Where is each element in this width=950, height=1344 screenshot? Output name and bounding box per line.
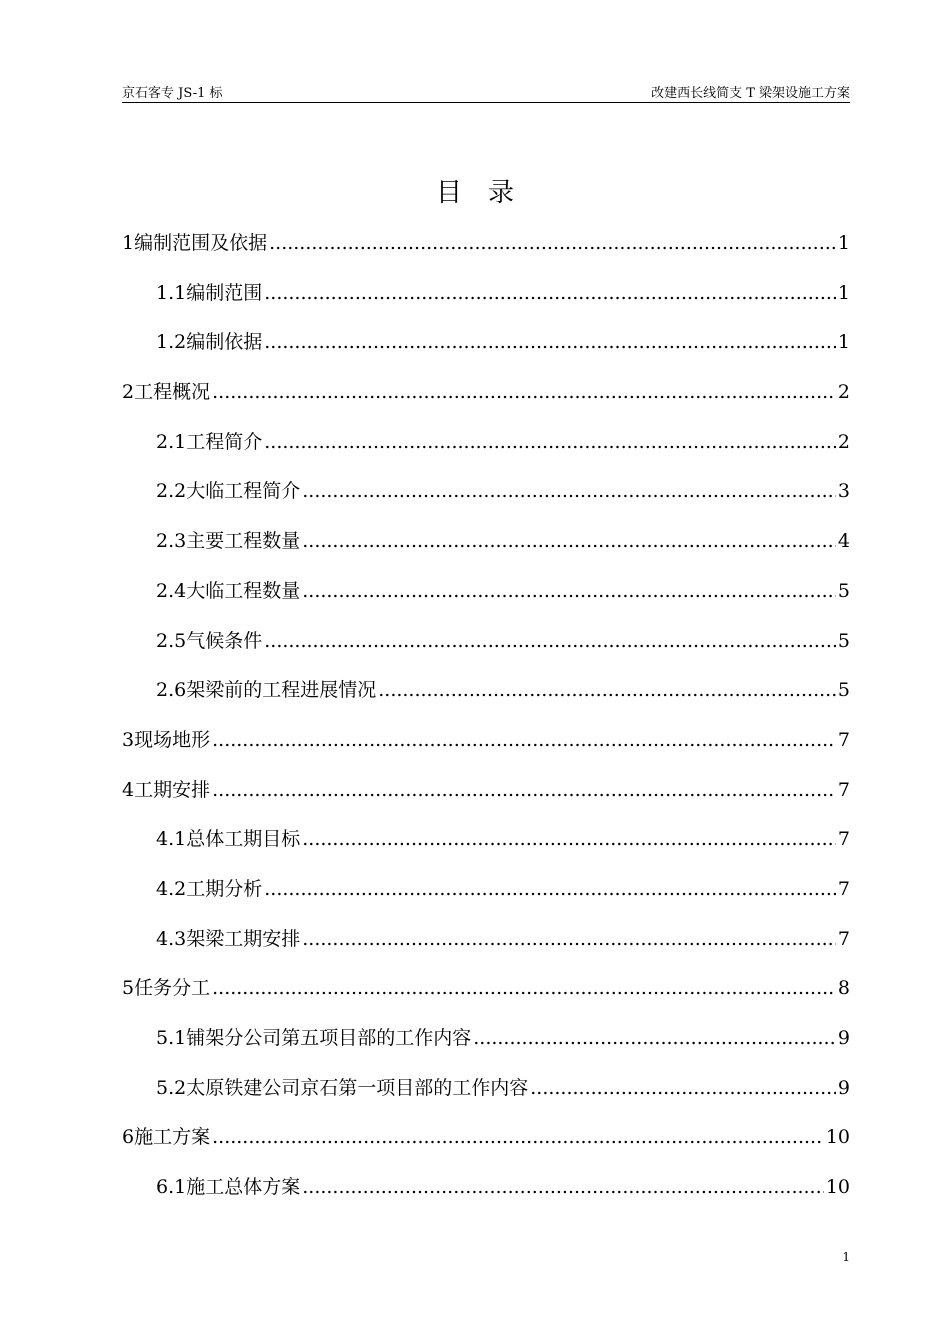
toc-dot-leader: [212, 381, 836, 403]
toc-entry[interactable]: [122, 576, 850, 626]
toc-entry-title: 任务分工: [134, 977, 211, 1000]
toc-entry-page: 7: [837, 778, 850, 801]
toc-entry-number: 1.2: [156, 331, 187, 354]
toc-entry-title: 工期分析: [186, 877, 263, 900]
toc-dot-leader: [212, 1126, 824, 1148]
toc-entry[interactable]: [122, 973, 850, 1023]
toc-dot-leader: [212, 729, 836, 751]
header-project-name: 京石客专 JS-1 标: [122, 86, 223, 101]
toc-entry-page: 7: [837, 728, 850, 751]
toc-entry[interactable]: [122, 526, 850, 576]
toc-entry-title: 编制范围: [186, 281, 263, 304]
toc-entry-title: 施工总体方案: [186, 1176, 301, 1199]
toc-entry-page: 5: [837, 679, 850, 702]
toc-entry-number: 2: [122, 381, 135, 404]
toc-entry-title: 主要工程数量: [186, 530, 301, 553]
toc-entry-page: 1: [837, 281, 850, 304]
toc-entry-number: 2.5: [156, 629, 187, 652]
toc-entry-title: 太原铁建公司京石第一项目部的工作内容: [186, 1076, 529, 1099]
toc-entry-number: 5.2: [156, 1076, 187, 1099]
toc-entry[interactable]: [122, 924, 850, 974]
toc-entry-title: 工程概况: [134, 381, 211, 404]
toc-entry[interactable]: [122, 1073, 850, 1123]
toc-dot-leader: [264, 630, 836, 652]
toc-entry-number: 2.2: [156, 480, 187, 503]
toc-dot-leader: [530, 1077, 836, 1099]
toc-entry-number: 6: [122, 1126, 135, 1149]
toc-entry-number: 1: [122, 232, 135, 254]
toc-entry-number: 4: [122, 778, 135, 801]
toc-dot-leader: [264, 331, 836, 353]
toc-entry-page: 9: [837, 1027, 850, 1049]
toc-entry[interactable]: [122, 377, 850, 427]
toc-entry-title: 架梁前的工程进展情况: [186, 679, 377, 702]
toc-entry-title: 总体工期目标: [186, 828, 301, 851]
toc-entry-page: 10: [825, 1126, 850, 1149]
toc-entry-page: 9: [837, 1076, 850, 1099]
toc-entry-number: 2.4: [156, 579, 187, 602]
toc-entry-number: 5.1: [156, 1027, 187, 1049]
toc-entry-title: 施工方案: [134, 1126, 211, 1149]
table-of-contents: [122, 228, 850, 1222]
toc-entry-number: 2.3: [156, 530, 187, 553]
toc-entry-page: 5: [837, 579, 850, 602]
toc-dot-leader: [302, 580, 836, 602]
toc-entry[interactable]: [122, 675, 850, 725]
toc-entry-number: 1.1: [156, 281, 187, 304]
toc-entry-title: 现场地形: [134, 728, 211, 751]
toc-title: 目录: [435, 178, 540, 208]
toc-entry-page: 2: [837, 381, 850, 404]
toc-entry-page: 2: [837, 430, 850, 453]
toc-entry[interactable]: [122, 228, 850, 278]
toc-entry-page: 1: [837, 232, 850, 254]
toc-entry-page: 4: [837, 530, 850, 553]
toc-entry[interactable]: [122, 725, 850, 775]
toc-entry-page: 7: [837, 877, 850, 900]
toc-entry[interactable]: [122, 476, 850, 526]
toc-dot-leader: [378, 679, 836, 701]
page-number: 1: [842, 1250, 850, 1264]
toc-entry-page: 8: [837, 977, 850, 1000]
header-document-title: 改建西长线简支 T 梁架设施工方案: [651, 86, 850, 101]
toc-entry[interactable]: [122, 278, 850, 328]
toc-entry-number: 2.1: [156, 430, 187, 453]
toc-entry-page: 5: [837, 629, 850, 652]
toc-entry-title: 大临工程简介: [186, 480, 301, 503]
toc-entry[interactable]: [122, 626, 850, 676]
toc-entry-page: 7: [837, 828, 850, 851]
toc-entry-title: 工期安排: [134, 778, 211, 801]
toc-entry-page: 7: [837, 927, 850, 950]
toc-dot-leader: [302, 1176, 824, 1198]
toc-entry-number: 6.1: [156, 1176, 187, 1199]
toc-entry[interactable]: [122, 824, 850, 874]
toc-entry[interactable]: [122, 775, 850, 825]
toc-entry[interactable]: [122, 427, 850, 477]
toc-entry-page: 10: [825, 1176, 850, 1199]
toc-entry[interactable]: [122, 327, 850, 377]
toc-entry[interactable]: [122, 1172, 850, 1222]
toc-entry-number: 4.2: [156, 877, 187, 900]
toc-dot-leader: [212, 977, 836, 999]
toc-dot-leader: [302, 928, 836, 950]
toc-entry-title: 工程简介: [186, 430, 263, 453]
toc-entry-title: 铺架分公司第五项目部的工作内容: [186, 1027, 472, 1049]
toc-entry-title: 气候条件: [186, 629, 263, 652]
toc-dot-leader: [264, 282, 836, 304]
toc-dot-leader: [269, 232, 836, 254]
toc-entry-number: 4.1: [156, 828, 187, 851]
toc-entry[interactable]: [122, 874, 850, 924]
toc-entry-title: 大临工程数量: [186, 579, 301, 602]
toc-entry[interactable]: [122, 1023, 850, 1073]
toc-entry-page: 1: [837, 331, 850, 354]
toc-dot-leader: [302, 828, 836, 850]
toc-dot-leader: [302, 480, 836, 502]
toc-dot-leader: [212, 779, 836, 801]
toc-entry-title: 架梁工期安排: [186, 927, 301, 950]
toc-dot-leader: [264, 878, 836, 900]
toc-entry-number: 2.6: [156, 679, 187, 702]
toc-dot-leader: [264, 431, 836, 453]
toc-entry-number: 4.3: [156, 927, 187, 950]
toc-dot-leader: [473, 1027, 836, 1049]
toc-entry[interactable]: [122, 1122, 850, 1172]
page-header: [122, 80, 850, 103]
toc-entry-number: 5: [122, 977, 135, 1000]
toc-entry-title: 编制依据: [186, 331, 263, 354]
toc-entry-title: 编制范围及依据: [134, 232, 268, 254]
toc-entry-number: 3: [122, 728, 135, 751]
toc-entry-page: 3: [837, 480, 850, 503]
toc-dot-leader: [302, 530, 836, 552]
